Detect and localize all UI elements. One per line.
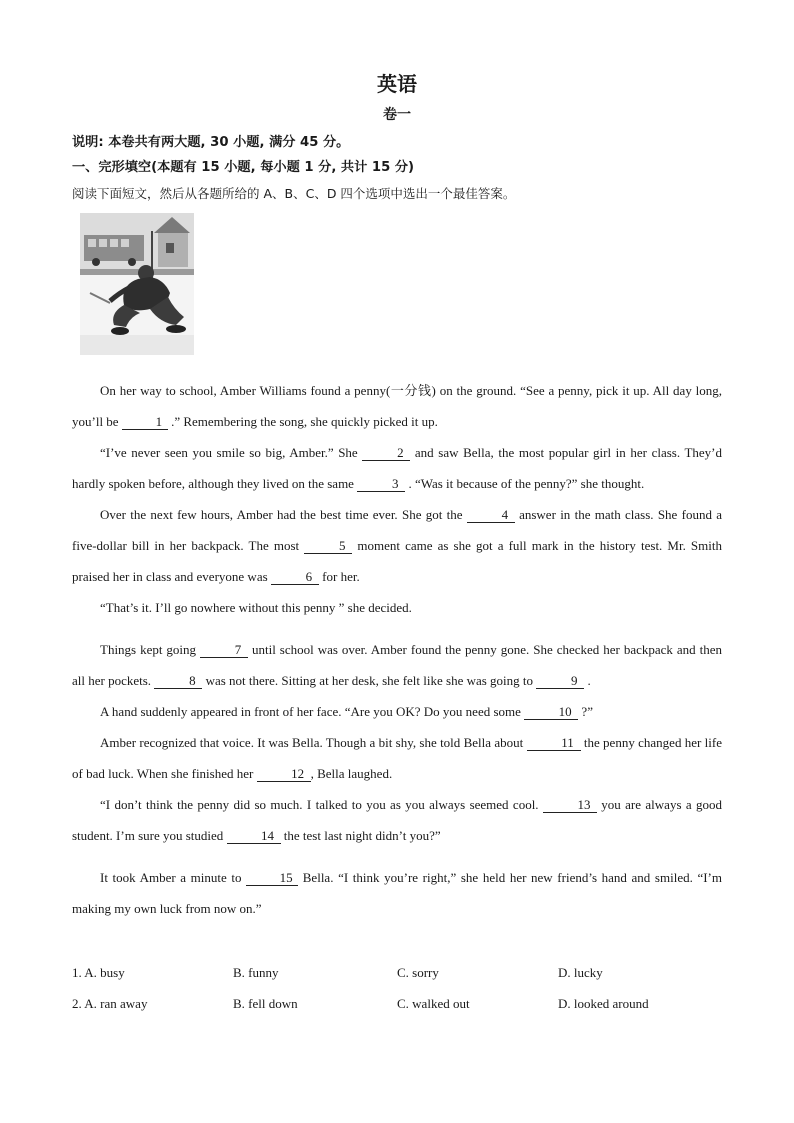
blank-12: 12 [257,767,311,782]
text: you are always a good student. I’m sure you studied [72,797,722,843]
paragraph-4 [72,592,722,623]
blank-14: 14 [227,829,281,844]
text: . “Was it because of the penny?” she thought. [405,476,645,491]
blank-13: 13 [543,798,597,813]
page-title: 英语 [377,72,417,96]
text: .” Remembering the song, she quickly picked it up. [167,414,438,429]
text: Things kept going [100,642,201,657]
cloze-passage [72,375,722,924]
blank-10: 10 [524,705,578,720]
blank-8: 8 [154,674,202,689]
paragraph-8 [72,789,722,851]
instructions-line: 说明: 本卷共有两大题, 30 小题, 满分 45 分。 [72,135,350,150]
question-row [72,965,722,996]
story-illustration [80,213,194,355]
text: ?” [578,704,593,719]
blank-2: 2 [362,446,410,461]
text: for her. [318,569,360,584]
question-row [72,996,722,1027]
blank-7: 7 [200,643,248,658]
text: answer in the math class. She found a five-dollar bill in her backpack. The most [72,507,722,553]
blank-9: 9 [536,674,584,689]
text: was not there. Sitting at her desk, she felt like she was going to [202,673,537,688]
text: moment came as she got a full mark in the history test. Mr. Smith praised her in class and everyone was [72,538,723,584]
text: Amber recognized that voice. It was Bella. Though a bit shy, she told Bella about [100,735,527,750]
option-c: C. walked out [397,996,470,1011]
blank-5: 5 [304,539,352,554]
paragraph-3 [72,499,722,592]
paragraph-9 [72,862,722,924]
option-b: B. funny [233,965,279,980]
text: On her way to school, Amber Williams found a penny(一分钱) on the ground. “See a penny, pick it up. All day long, you’ll be [72,383,722,429]
text: “I’ve never seen you smile so big, Amber.” She [100,445,363,460]
section-intro: 阅读下面短文，然后从各题所给的 A、B、C、D 四个选项中选出一个最佳答案。 [72,186,516,201]
blank-1: 1 [122,415,168,430]
section-heading: 一、完形填空(本题有 15 小题, 每小题 1 分, 共计 15 分) [72,160,415,175]
text: , Bella laughed. [310,766,393,781]
text: Bella. “I think you’re right,” she held her new friend’s hand and smiled. “I’m making my own luck from now on.” [72,870,722,916]
option-b: B. fell down [233,996,298,1011]
paragraph-5 [72,634,722,696]
paragraph-6 [72,696,722,727]
option-d: D. looked around [558,996,649,1011]
paragraph-1 [72,375,722,437]
text: the test last night didn’t you?” [280,828,441,843]
paragraph-7 [72,727,722,789]
blank-4: 4 [467,508,515,523]
blank-3: 3 [357,477,405,492]
option-a: 1. A. busy [72,965,125,980]
option-d: D. lucky [558,965,603,980]
option-c: C. sorry [397,965,439,980]
option-a: 2. A. ran away [72,996,148,1011]
blank-6: 6 [271,570,319,585]
text: A hand suddenly appeared in front of her face. “Are you OK? Do you need some [100,704,525,719]
text: . [584,673,591,688]
text: and saw Bella, the most popular girl in her class. They’d hardly spoken before, although they lived on the same [72,445,723,491]
question-options [72,965,722,1027]
text: “I don’t think the penny did so much. I talked to you as you always seemed cool. [100,797,543,812]
text: until school was over. Amber found the penny gone. She checked her backpack and then all her pockets. [72,642,723,688]
text: “That’s it. I’ll go nowhere without this penny ” she decided. [100,600,412,615]
paragraph-2 [72,437,722,499]
text: It took Amber a minute to [100,870,247,885]
volume-label: 卷一 [383,107,411,123]
text: Over the next few hours, Amber had the best time ever. She got the [100,507,467,522]
blank-11: 11 [527,736,581,751]
text: the penny changed her life of bad luck. When she finished her [72,735,722,781]
blank-15: 15 [246,871,298,886]
